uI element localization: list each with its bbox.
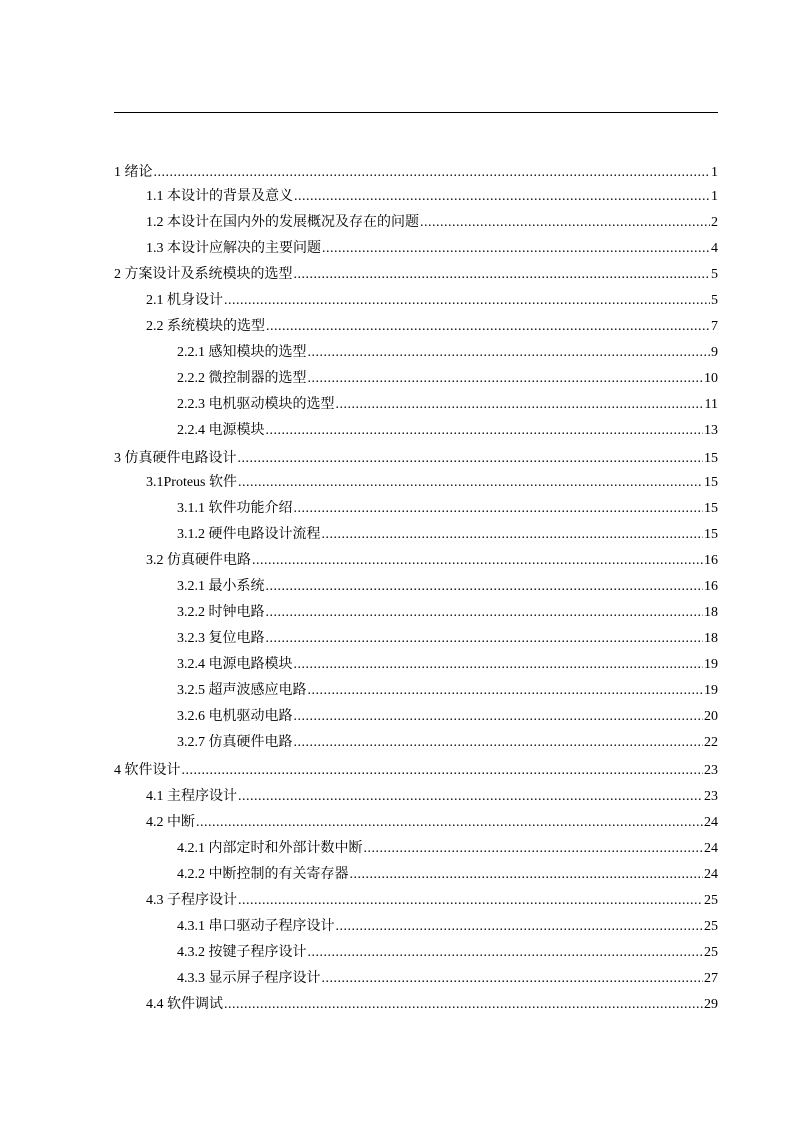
leader-dots <box>266 577 704 597</box>
toc-entry-label: 2.2 系统模块的选型 <box>146 319 265 334</box>
leader-dots <box>182 761 704 781</box>
toc-entry-page: 20 <box>704 709 718 724</box>
toc-entry[interactable] <box>146 187 718 207</box>
toc-entry-page: 15 <box>704 475 718 490</box>
leader-dots <box>238 473 703 493</box>
toc-entry-label: 2.2.3 电机驱动模块的选型 <box>177 397 335 412</box>
leader-dots <box>224 291 710 311</box>
toc-entry[interactable] <box>146 551 718 571</box>
leader-dots <box>294 187 710 207</box>
toc-entry[interactable] <box>146 291 718 311</box>
toc-entry[interactable] <box>177 865 718 885</box>
toc-entry[interactable] <box>177 969 718 989</box>
leader-dots <box>266 603 704 623</box>
leader-dots <box>364 839 704 859</box>
leader-dots <box>196 813 703 833</box>
toc-entry-label: 3.1.2 硬件电路设计流程 <box>177 527 321 542</box>
leader-dots <box>308 943 704 963</box>
toc-entry-label: 4.3.1 串口驱动子程序设计 <box>177 919 335 934</box>
toc-entry[interactable] <box>114 265 718 285</box>
leader-dots <box>294 707 704 727</box>
toc-entry-label: 1.1 本设计的背景及意义 <box>146 189 293 204</box>
leader-dots <box>238 891 703 911</box>
toc-entry-label: 2.2.2 微控制器的选型 <box>177 371 307 386</box>
leader-dots <box>322 525 704 545</box>
toc-entry[interactable] <box>177 577 718 597</box>
toc-entry-label: 4.4 软件调试 <box>146 997 223 1012</box>
toc-entry-label: 3.2.7 仿真硬件电路 <box>177 735 293 750</box>
toc-entry-label: 3.2.6 电机驱动电路 <box>177 709 293 724</box>
toc-entry[interactable] <box>146 239 718 259</box>
toc-entry[interactable] <box>114 163 718 183</box>
toc-entry[interactable] <box>146 891 718 911</box>
leader-dots <box>294 733 704 753</box>
toc-entry-label: 2 方案设计及系统模块的选型 <box>114 267 293 282</box>
toc-entry-label: 1.3 本设计应解决的主要问题 <box>146 241 321 256</box>
toc-entry-label: 4.3.3 显示屏子程序设计 <box>177 971 321 986</box>
toc-entry-page: 16 <box>704 553 718 568</box>
toc-entry[interactable] <box>114 449 718 469</box>
toc-entry[interactable] <box>177 629 718 649</box>
toc-entry[interactable] <box>177 681 718 701</box>
toc-entry-page: 16 <box>704 579 718 594</box>
toc-entry[interactable] <box>146 317 718 337</box>
toc-entry-page: 2 <box>711 215 718 230</box>
toc-entry[interactable] <box>177 525 718 545</box>
leader-dots <box>238 787 703 807</box>
toc-entry-page: 4 <box>711 241 718 256</box>
leader-dots <box>252 551 703 571</box>
toc-entry-page: 24 <box>704 841 718 856</box>
toc-entry-page: 13 <box>704 423 718 438</box>
toc-entry-label: 4.2 中断 <box>146 815 195 830</box>
leader-dots <box>294 265 711 285</box>
toc-entry-label: 4.3 子程序设计 <box>146 893 237 908</box>
leader-dots <box>294 499 704 519</box>
toc-entry-page: 24 <box>704 815 718 830</box>
leader-dots <box>336 395 704 415</box>
toc-entry-page: 22 <box>704 735 718 750</box>
leader-dots <box>308 343 711 363</box>
toc-entry-page: 29 <box>704 997 718 1012</box>
toc-entry-page: 27 <box>704 971 718 986</box>
toc-entry-label: 1 绪论 <box>114 165 153 180</box>
toc-entry-page: 19 <box>704 683 718 698</box>
toc-entry[interactable] <box>146 813 718 833</box>
toc-entry[interactable] <box>177 655 718 675</box>
toc-entry-label: 3.2.2 时钟电路 <box>177 605 265 620</box>
toc-entry[interactable] <box>177 603 718 623</box>
toc-entry[interactable] <box>177 395 718 415</box>
leader-dots <box>308 681 704 701</box>
toc-entry[interactable] <box>146 995 718 1015</box>
leader-dots <box>350 865 704 885</box>
leader-dots <box>336 917 704 937</box>
toc-entry-label: 1.2 本设计在国内外的发展概况及存在的问题 <box>146 215 419 230</box>
toc-entry[interactable] <box>177 943 718 963</box>
leader-dots <box>266 421 704 441</box>
toc-entry-label: 3.2.4 电源电路模块 <box>177 657 293 672</box>
leader-dots <box>224 995 703 1015</box>
toc-entry-label: 3.2.5 超声波感应电路 <box>177 683 307 698</box>
toc-entry-label: 4 软件设计 <box>114 763 181 778</box>
toc-entry[interactable] <box>177 917 718 937</box>
toc-entry-page: 15 <box>704 501 718 516</box>
toc-entry-label: 2.2.1 感知模块的选型 <box>177 345 307 360</box>
toc-entry[interactable] <box>177 707 718 727</box>
toc-entry-page: 15 <box>704 451 718 466</box>
toc-entry-label: 4.2.1 内部定时和外部计数中断 <box>177 841 363 856</box>
toc-entry-page: 18 <box>704 631 718 646</box>
toc-entry-page: 10 <box>704 371 718 386</box>
toc-entry-page: 19 <box>704 657 718 672</box>
toc-entry-label: 4.2.2 中断控制的有关寄存器 <box>177 867 349 882</box>
toc-entry-label: 3.2 仿真硬件电路 <box>146 553 251 568</box>
toc-entry[interactable] <box>146 473 718 493</box>
toc-entry[interactable] <box>177 421 718 441</box>
toc-entry-page: 25 <box>704 919 718 934</box>
toc-entry-label: 3.2.1 最小系统 <box>177 579 265 594</box>
leader-dots <box>322 239 710 259</box>
toc-entry[interactable] <box>146 213 718 233</box>
toc-entry[interactable] <box>177 499 718 519</box>
toc-entry-label: 3.1Proteus 软件 <box>146 475 237 490</box>
toc-entry-page: 1 <box>711 189 718 204</box>
toc-entry-page: 23 <box>704 763 718 778</box>
toc-entry-label: 3.1.1 软件功能介绍 <box>177 501 293 516</box>
toc-entry[interactable] <box>177 369 718 389</box>
toc-entry-label: 2.1 机身设计 <box>146 293 223 308</box>
toc-entry[interactable] <box>114 761 718 781</box>
toc-entry-label: 3 仿真硬件电路设计 <box>114 451 237 466</box>
toc-entry-page: 23 <box>704 789 718 804</box>
toc-entry-page: 25 <box>704 893 718 908</box>
toc-entry-page: 18 <box>704 605 718 620</box>
toc-entry-page: 11 <box>704 397 718 412</box>
toc-entry-label: 2.2.4 电源模块 <box>177 423 265 438</box>
toc-entry-label: 4.3.2 按键子程序设计 <box>177 945 307 960</box>
toc-entry-page: 15 <box>704 527 718 542</box>
toc-entry-page: 5 <box>711 267 718 282</box>
toc-entry[interactable] <box>177 839 718 859</box>
leader-dots <box>238 449 704 469</box>
toc-entry-page: 5 <box>711 293 718 308</box>
toc-entry-page: 24 <box>704 867 718 882</box>
leader-dots <box>294 655 704 675</box>
toc-entry-label: 3.2.3 复位电路 <box>177 631 265 646</box>
toc-entry-page: 7 <box>711 319 718 334</box>
leader-dots <box>322 969 704 989</box>
toc-entry[interactable] <box>177 343 718 363</box>
leader-dots <box>154 163 711 183</box>
leader-dots <box>420 213 710 233</box>
toc-entry-page: 9 <box>711 345 718 360</box>
toc-entry[interactable] <box>177 733 718 753</box>
toc-entry-page: 25 <box>704 945 718 960</box>
leader-dots <box>266 629 704 649</box>
toc-entry-label: 4.1 主程序设计 <box>146 789 237 804</box>
toc-entry[interactable] <box>146 787 718 807</box>
leader-dots <box>308 369 704 389</box>
leader-dots <box>266 317 710 337</box>
toc-entry-page: 1 <box>711 165 718 180</box>
